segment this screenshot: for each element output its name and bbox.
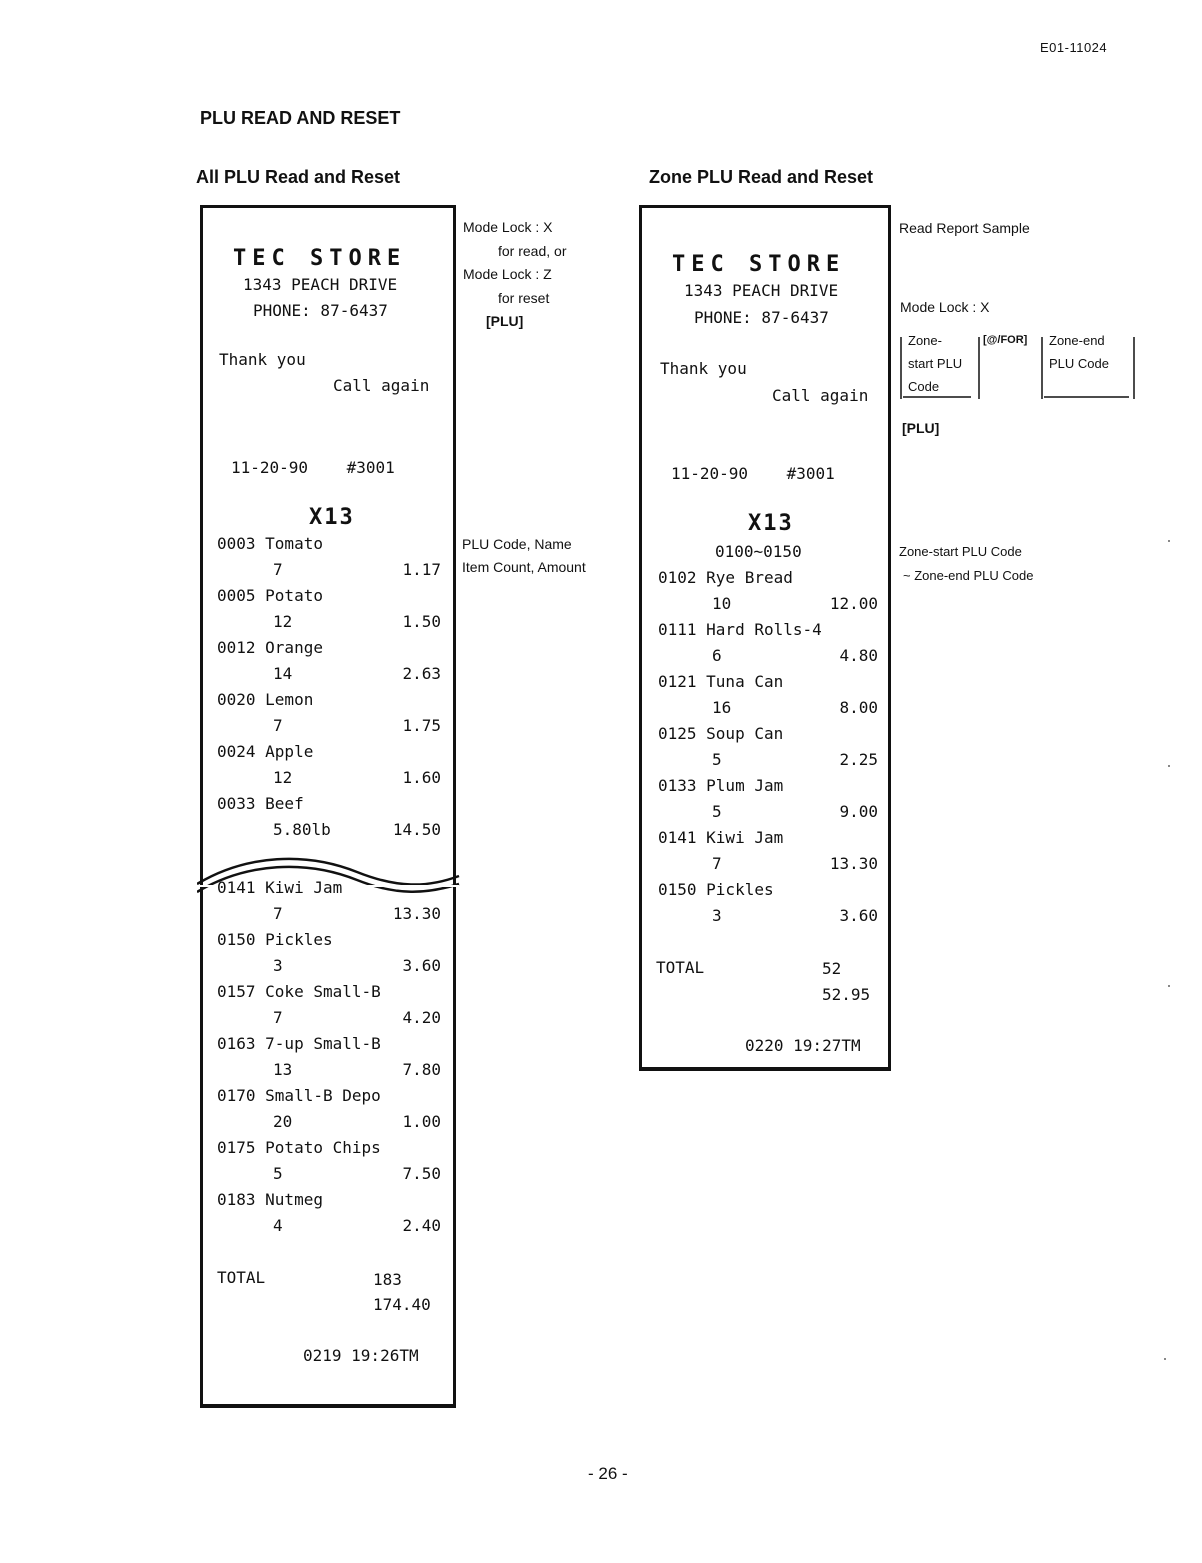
store-phone: PHONE: 87-6437 (253, 301, 388, 320)
item-count: 4 (273, 1216, 283, 1235)
item-amount: 3.60 (402, 956, 441, 975)
item-amount: 13.30 (829, 854, 878, 873)
item-code-name: 0111 Hard Rolls-4 (658, 620, 822, 639)
item-code-name: 0003 Tomato (217, 534, 323, 553)
item-amount: 1.75 (402, 716, 441, 735)
item-count: 5 (712, 802, 722, 821)
report-label: X13 (309, 505, 355, 530)
note-mode-lock-x: Mode Lock : X (463, 219, 553, 235)
zone-start-label-3: Code (908, 379, 940, 394)
scan-speck (1168, 985, 1170, 987)
item-amount: 1.60 (402, 768, 441, 787)
total-amount: 174.40 (373, 1295, 431, 1314)
store-name: TEC STORE (672, 252, 846, 277)
item-amount: 7.50 (402, 1164, 441, 1183)
note-plu-key: [PLU] (486, 313, 524, 329)
item-count: 13 (273, 1060, 293, 1079)
total-label: TOTAL (217, 1268, 266, 1287)
store-phone: PHONE: 87-6437 (694, 308, 829, 327)
note-plu-code-name: PLU Code, Name (462, 536, 572, 552)
item-code-name: 0150 Pickles (658, 880, 774, 899)
item-amount: 1.50 (402, 612, 441, 631)
at-for-key: [@/FOR] (983, 334, 1028, 346)
item-amount: 1.17 (402, 560, 441, 579)
all-plu-receipt (200, 205, 456, 1408)
item-code-name: 0133 Plum Jam (658, 776, 784, 795)
item-amount: 7.80 (402, 1060, 441, 1079)
item-code-name: 0141 Kiwi Jam (658, 828, 784, 847)
item-code-name: 0183 Nutmeg (217, 1190, 323, 1209)
store-address: 1343 PEACH DRIVE (243, 275, 398, 294)
item-count: 3 (712, 906, 722, 925)
item-code-name: 0102 Rye Bread (658, 568, 793, 587)
item-code-name: 0157 Coke Small-B (217, 982, 381, 1001)
item-code-name: 0125 Soup Can (658, 724, 784, 743)
item-code-name: 0141 Kiwi Jam (217, 878, 343, 897)
store-address: 1343 PEACH DRIVE (684, 281, 839, 300)
item-count: 7 (273, 904, 283, 923)
note-for-read: for read, or (498, 243, 567, 259)
note-plu-key: [PLU] (902, 420, 940, 436)
note-for-reset: for reset (498, 290, 550, 306)
zone-range: 0100~0150 (715, 542, 802, 561)
date-line: 11-20-90 #3001 (671, 464, 835, 483)
item-code-name: 0150 Pickles (217, 930, 333, 949)
item-code-name: 0121 Tuna Can (658, 672, 784, 691)
thank-you-text: Thank you (660, 359, 747, 378)
item-count: 20 (273, 1112, 293, 1131)
item-code-name: 0175 Potato Chips (217, 1138, 381, 1157)
item-count: 7 (712, 854, 722, 873)
zone-start-label-1: Zone- (908, 333, 942, 348)
item-count: 14 (273, 664, 293, 683)
total-amount: 52.95 (822, 985, 871, 1004)
date-line: 11-20-90 #3001 (231, 458, 395, 477)
section-title: PLU READ AND RESET (200, 108, 401, 128)
receipt-footer: 0219 19:26TM (303, 1346, 419, 1365)
call-again-text: Call again (772, 386, 869, 405)
item-code-name: 0020 Lemon (217, 690, 314, 709)
item-amount: 4.80 (839, 646, 878, 665)
item-amount: 2.25 (839, 750, 878, 769)
item-code-name: 0170 Small-B Depo (217, 1086, 381, 1105)
total-count: 183 (373, 1270, 402, 1289)
scan-speck (1168, 540, 1170, 542)
item-amount: 3.60 (839, 906, 878, 925)
note-item-count-amount: Item Count, Amount (462, 559, 586, 575)
total-label: TOTAL (656, 958, 705, 977)
item-amount: 1.00 (402, 1112, 441, 1131)
item-amount: 2.40 (402, 1216, 441, 1235)
note-mode-lock-x: Mode Lock : X (900, 299, 990, 315)
item-code-name: 0012 Orange (217, 638, 323, 657)
item-count: 12 (273, 612, 293, 631)
zone-end-label-2: PLU Code (1049, 356, 1109, 371)
item-amount: 13.30 (392, 904, 441, 923)
note-range-end: ~ Zone-end PLU Code (903, 568, 1034, 583)
item-count: 5 (273, 1164, 283, 1183)
item-count: 12 (273, 768, 293, 787)
item-amount: 12.00 (829, 594, 878, 613)
item-amount: 14.50 (392, 820, 441, 839)
item-count: 3 (273, 956, 283, 975)
zone-plu-title: Zone PLU Read and Reset (649, 167, 874, 187)
item-code-name: 0024 Apple (217, 742, 314, 761)
receipt-footer: 0220 19:27TM (745, 1036, 861, 1055)
item-amount: 4.20 (402, 1008, 441, 1027)
item-code-name: 0005 Potato (217, 586, 323, 605)
zone-start-label-2: start PLU (908, 356, 963, 371)
note-mode-lock-z: Mode Lock : Z (463, 266, 552, 282)
item-count: 5 (712, 750, 722, 769)
item-amount: 2.63 (402, 664, 441, 683)
note-range-start: Zone-start PLU Code (899, 544, 1022, 559)
item-count: 7 (273, 1008, 283, 1027)
report-label: X13 (748, 511, 794, 536)
item-count: 7 (273, 560, 283, 579)
zone-key-sequence (899, 333, 1139, 403)
item-amount: 8.00 (839, 698, 878, 717)
item-count: 5.80lb (273, 820, 331, 839)
scan-speck (1164, 1358, 1166, 1360)
item-amount: 9.00 (839, 802, 878, 821)
total-count: 52 (822, 959, 842, 978)
scan-speck (1168, 765, 1170, 767)
thank-you-text: Thank you (219, 350, 306, 369)
item-count: 10 (712, 594, 732, 613)
zone-end-label-1: Zone-end (1049, 333, 1105, 348)
zone-plu-receipt (639, 205, 891, 1071)
store-name: TEC STORE (233, 246, 407, 271)
document-id: E01-11024 (1040, 40, 1108, 55)
page-number: - 26 - (588, 1464, 628, 1483)
item-code-name: 0163 7-up Small-B (217, 1034, 381, 1053)
call-again-text: Call again (333, 376, 430, 395)
item-count: 16 (712, 698, 732, 717)
note-read-report-sample: Read Report Sample (899, 220, 1030, 236)
item-count: 6 (712, 646, 722, 665)
item-code-name: 0033 Beef (217, 794, 304, 813)
item-count: 7 (273, 716, 283, 735)
all-plu-title: All PLU Read and Reset (196, 167, 401, 187)
